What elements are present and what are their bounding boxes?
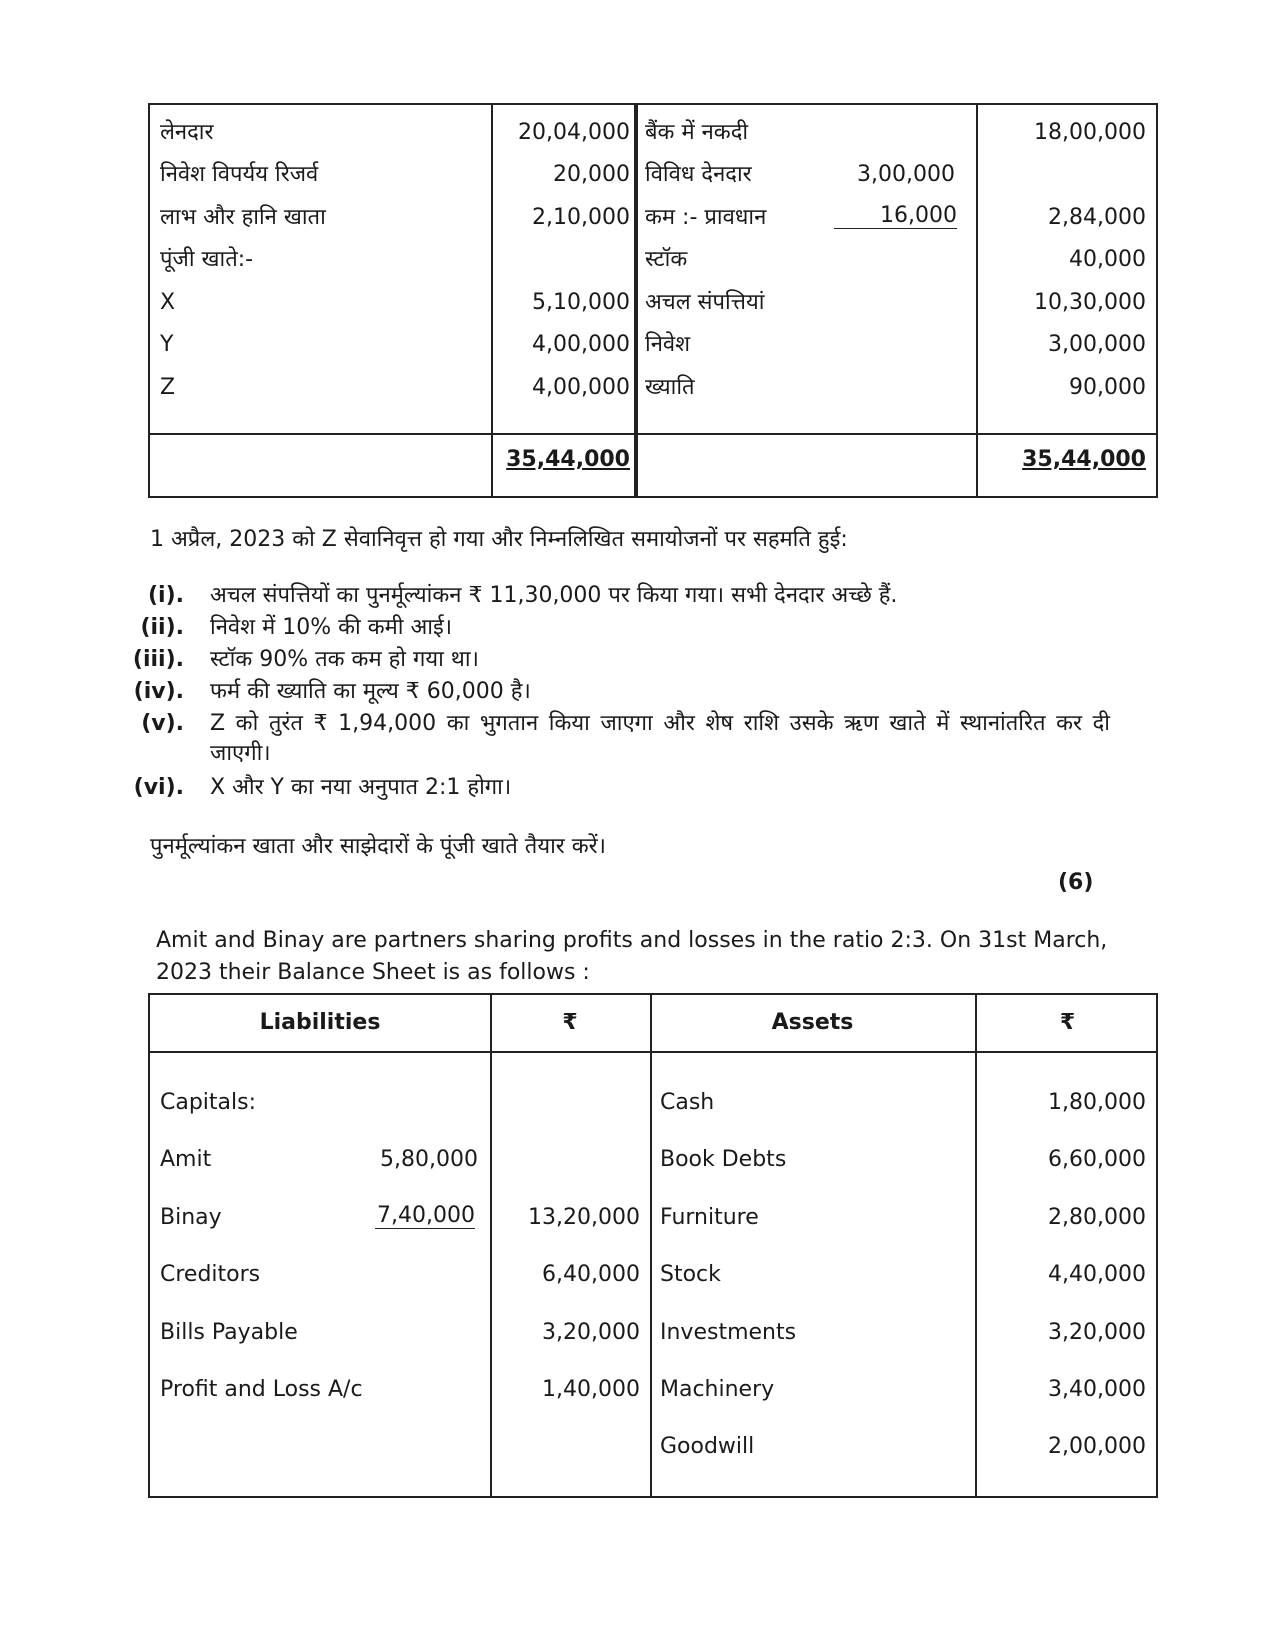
liability-label: Binay xyxy=(160,1205,222,1230)
adjustment-item xyxy=(120,581,1120,611)
asset-amount: 6,60,000 xyxy=(1048,1147,1146,1172)
asset-amount: 2,84,000 xyxy=(1048,205,1146,230)
item-text: फर्म की ख्याति का मूल्य ₹ 60,000 है। xyxy=(210,679,531,704)
balance-sheet-1 xyxy=(148,103,1158,498)
asset-label: Investments xyxy=(660,1320,797,1345)
item-text: अचल संपत्तियों का पुनर्मूल्यांकन ₹ 11,30,000 पर किया गया। सभी देनदार अच्छे हैं. xyxy=(210,583,898,608)
item-number: (ii). xyxy=(140,615,184,640)
liability-amount: 20,04,000 xyxy=(518,120,630,145)
liability-amount: 4,00,000 xyxy=(532,375,630,400)
asset-label: Cash xyxy=(660,1090,715,1115)
asset-amount: 4,40,000 xyxy=(1048,1262,1146,1287)
asset-label: कम :- प्रावधान xyxy=(645,205,767,230)
asset-amount: 40,000 xyxy=(1069,247,1146,272)
liability-label: लाभ और हानि खाता xyxy=(160,205,326,230)
item-text: Z को तुरंत ₹ 1,94,000 का भुगतान किया जाएगा और शेष राशि उसके ऋण खाते में स्थानांतरित कर दी जाएगी। xyxy=(210,711,1110,766)
total-divider xyxy=(150,433,1156,435)
col-divider xyxy=(975,995,977,1496)
liability-amount: 4,00,000 xyxy=(532,332,630,357)
asset-label: Machinery xyxy=(660,1377,775,1402)
asset-label: Book Debts xyxy=(660,1147,787,1172)
asset-label: अचल संपत्तियां xyxy=(645,290,765,315)
liability-amount: 1,40,000 xyxy=(542,1377,640,1402)
asset-amount: 2,80,000 xyxy=(1048,1205,1146,1230)
header-assets: Assets xyxy=(771,1010,854,1035)
total-assets: 35,44,000 xyxy=(1022,447,1146,472)
liability-amount: 5,10,000 xyxy=(532,290,630,315)
col-divider xyxy=(976,105,978,496)
liability-amount: 13,20,000 xyxy=(528,1205,640,1230)
asset-amount: 1,80,000 xyxy=(1048,1090,1146,1115)
item-number: (v). xyxy=(141,711,184,736)
asset-sub-amount: 16,000 xyxy=(834,204,957,229)
asset-amount: 90,000 xyxy=(1069,375,1146,400)
asset-amount: 3,40,000 xyxy=(1048,1377,1146,1402)
adjustment-item xyxy=(120,677,1120,707)
asset-label: ख्याति xyxy=(645,375,695,400)
item-number: (iii). xyxy=(132,647,184,672)
item-number: (i). xyxy=(147,583,184,608)
item-number: (vi). xyxy=(133,775,184,800)
col-divider xyxy=(490,995,492,1496)
total-liabilities: 35,44,000 xyxy=(506,447,630,472)
item-text: स्टॉक 90% तक कम हो गया था। xyxy=(210,647,479,672)
asset-label: बैंक में नकदी xyxy=(645,120,749,145)
intro-text: 1 अप्रैल, 2023 को Z सेवानिवृत्त हो गया और निम्नलिखित समायोजनों पर सहमति हुई: xyxy=(150,527,848,552)
balance-sheet-2 xyxy=(148,993,1158,1498)
col-divider xyxy=(636,105,638,496)
asset-label: निवेश xyxy=(645,332,691,357)
liability-sub-amount: 5,80,000 xyxy=(380,1147,478,1172)
liability-label: X xyxy=(160,290,176,315)
asset-label: Stock xyxy=(660,1262,721,1287)
liability-label: निवेश विपर्यय रिजर्व xyxy=(160,162,319,187)
instruction-text: पुनर्मूल्यांकन खाता और साझेदारों के पूंजी खाते तैयार करें। xyxy=(150,834,607,859)
header-rupee: ₹ xyxy=(562,1010,578,1035)
adjustment-item xyxy=(120,773,1120,803)
question-2-text: Amit and Binay are partners sharing profits and losses in the ratio 2:3. On 31st March, 2023 their Balance Sheet is as follows : xyxy=(156,928,1108,985)
col-divider xyxy=(650,995,652,1496)
liability-amount: 6,40,000 xyxy=(542,1262,640,1287)
header-divider xyxy=(150,1051,1156,1053)
liability-label: लेनदार xyxy=(160,120,214,145)
adjustment-item xyxy=(120,645,1120,675)
item-text: निवेश में 10% की कमी आई। xyxy=(210,615,453,640)
liability-label: Bills Payable xyxy=(160,1320,298,1345)
liability-amount: 2,10,000 xyxy=(532,205,630,230)
item-text: X और Y का नया अनुपात 2:1 होगा। xyxy=(210,775,512,800)
liability-label: Capitals: xyxy=(160,1090,257,1115)
liability-label: पूंजी खाते:- xyxy=(160,247,254,272)
header-rupee: ₹ xyxy=(1059,1010,1076,1035)
liability-label: Amit xyxy=(160,1147,212,1172)
adjustment-item xyxy=(120,613,1120,643)
liability-amount: 20,000 xyxy=(553,162,630,187)
liability-label: Profit and Loss A/c xyxy=(160,1377,363,1402)
liability-label: Y xyxy=(160,332,174,357)
adjustment-item xyxy=(120,709,1120,771)
asset-amount: 3,20,000 xyxy=(1048,1320,1146,1345)
asset-amount: 2,00,000 xyxy=(1048,1434,1146,1459)
asset-amount: 18,00,000 xyxy=(1034,120,1146,145)
header-liabilities: Liabilities xyxy=(259,1010,381,1035)
item-number: (iv). xyxy=(133,679,184,704)
asset-label: Furniture xyxy=(660,1205,759,1230)
liability-label: Z xyxy=(160,375,176,400)
liability-amount: 3,20,000 xyxy=(542,1320,640,1345)
liability-label: Creditors xyxy=(160,1262,261,1287)
asset-amount: 3,00,000 xyxy=(1048,332,1146,357)
marks: (6) xyxy=(1058,870,1094,895)
asset-label: विविध देनदार xyxy=(645,162,752,187)
asset-label: Goodwill xyxy=(660,1434,755,1459)
asset-sub-amount: 3,00,000 xyxy=(857,162,955,187)
asset-amount: 10,30,000 xyxy=(1034,290,1146,315)
liability-sub-amount: 7,40,000 xyxy=(375,1204,475,1229)
asset-label: स्टॉक xyxy=(645,247,688,272)
